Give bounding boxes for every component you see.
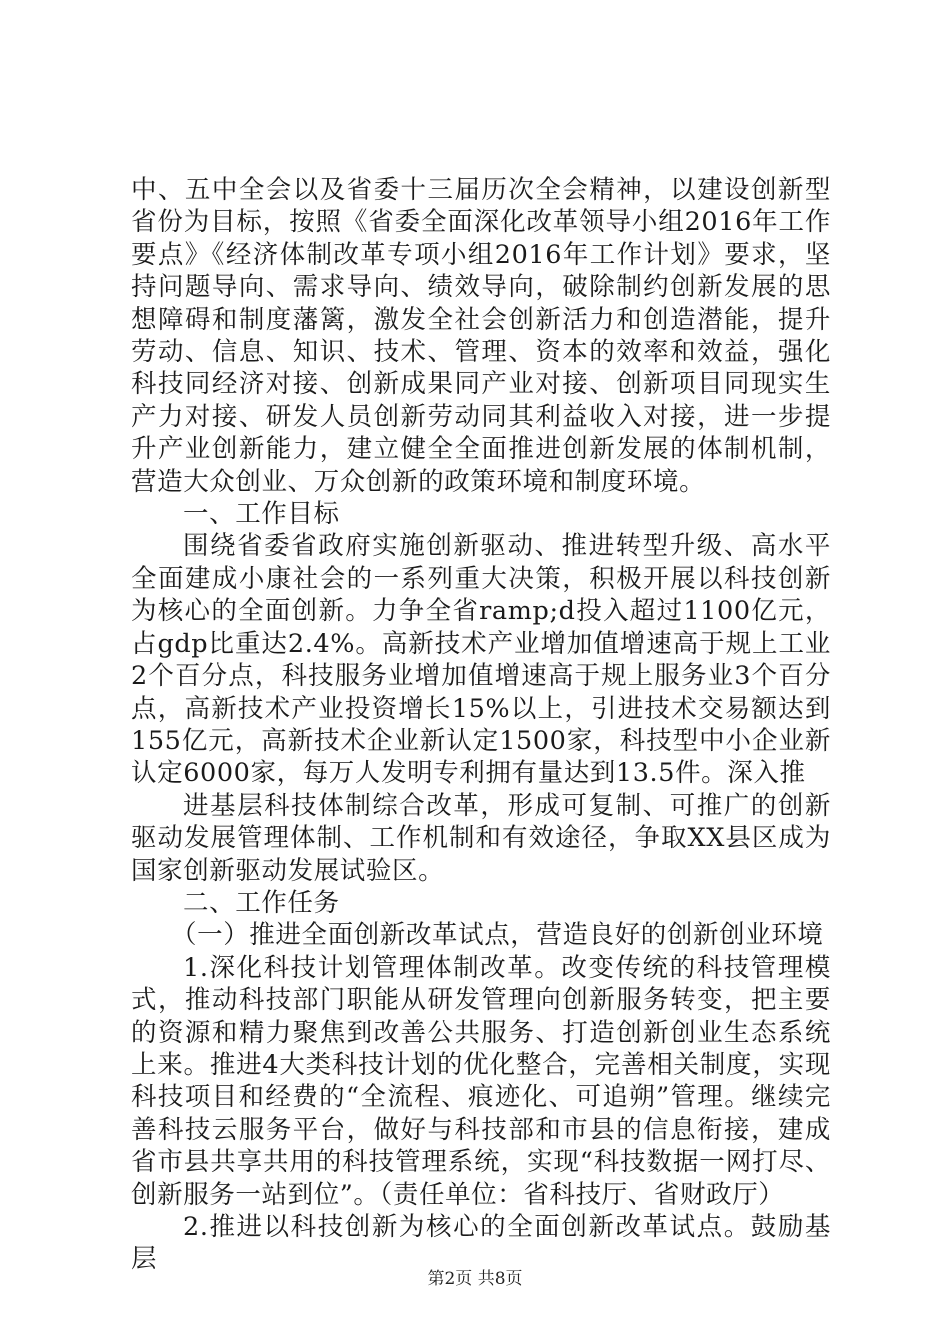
section-heading-tasks: 二、工作任务 xyxy=(183,887,340,918)
paragraph-continuation: 中、五中全会以及省委十三届历次全会精神，以建设创新型省份为目标，按照《省委全面深化改革领导小组2016年工作要点》《经济体制改革专项小组2016年工作计划》要求，坚持问题导向、需求导向、绩效导向，破除制约创新发展的思想障碍和制度藩篱，激发全社会创新活力和创造潜能，提升劳动、信息、知识、技术、管理、资本的效率和效益，强化科技同经济对接、创新成果同产业对接、创新项目同现实生产力对接、研发人员创新劳动同其利益收入对接，进一步提升产业创新能力，建立健全全面推进创新发展的体制机制，营造大众创业、万众创新的政策环境和制度环境。 xyxy=(131,175,831,497)
paragraph-task-1: 1.深化科技计划管理体制改革。改变传统的科技管理模式，推动科技部门职能从研发管理向创新服务转变，把主要的资源和精力聚焦到改善公共服务、打造创新创业生态系统上来。推进4大类科技计划的优化整合，完善相关制度，实现科技项目和经费的“全流程、痕迹化、可追朔”管理。继续完善科技云服务平台，做好与科技部和市县的信息衔接，建成省市县共享共用的科技管理系统，实现“科技数据一网打尽、创新服务一站到位”。（责任单位：省科技厅、省财政厅） xyxy=(131,952,831,1210)
subsection-heading-reform-pilot: （一）推进全面创新改革试点，营造良好的创新创业环境 xyxy=(171,920,824,951)
paragraph-goals: 围绕省委省政府实施创新驱动、推进转型升级、高水平全面建成小康社会的一系列重大决策，积极开展以科技创新为核心的全面创新。力争全省ramp;d投入超过1100亿元，占gdp比重达2.4%。高新技术产业增加值增速高于规上工业2个百分点，科技服务业增加值增速高于规上服务业3个百分点，高新技术产业投资增长15%以上，引进技术交易额达到155亿元，高新技术企业新认定1500家，科技型中小企业新认定6000家，每万人发明专利拥有量达到13.5件。深入推 xyxy=(131,531,831,789)
section-heading-goals: 一、工作目标 xyxy=(183,499,340,530)
paragraph-goals-continued: 进基层科技体制综合改革，形成可复制、可推广的创新驱动发展管理体制、工作机制和有效途径，争取XX县区成为国家创新驱动发展试验区。 xyxy=(131,790,831,886)
paragraph-task-2: 2.推进以科技创新为核心的全面创新改革试点。鼓励基层 xyxy=(131,1212,831,1275)
page-number-footer: 第2页 共8页 xyxy=(427,1269,523,1289)
document-body xyxy=(131,174,831,1276)
